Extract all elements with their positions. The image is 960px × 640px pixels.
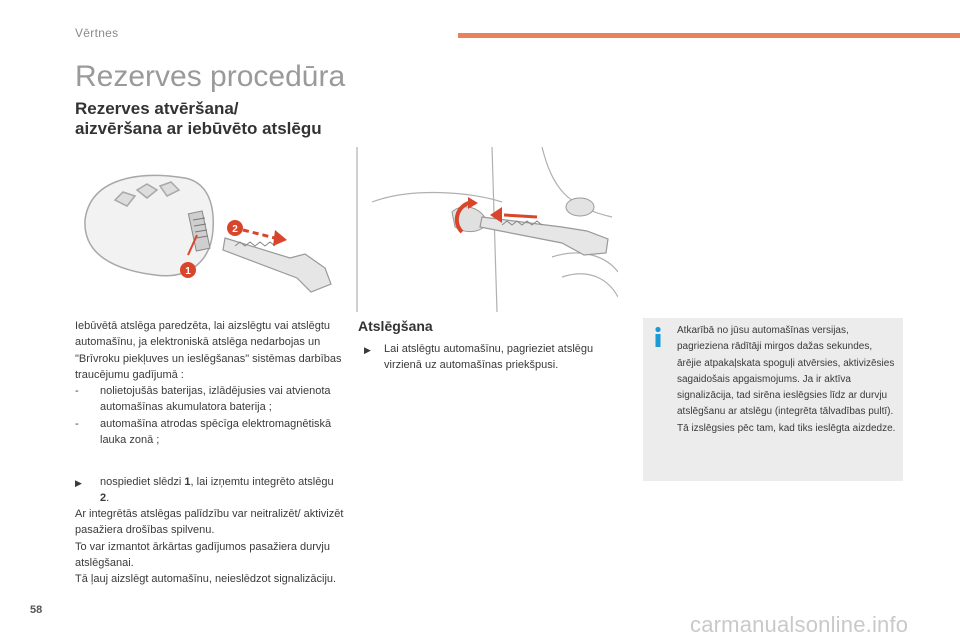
header-accent-bar [458,33,960,38]
info-note-box [643,318,903,481]
info-text: Atkarībā no jūsu automašīnas versijas, pagrieziena rādītāji mirgos dažas sekundes, ārējie atpakaļskata spoguļi atvērsies, aktivizēsies sagaidošais apgaismojums. Ja ir aktīva signalizācija, tad sirēna ieslēgsies līdz ar durvju atslēgšanu ar atslēgu (integrēta tālvadības pultī). Tā izslēgsies pēc tam, kad tiks ieslēgta aizdedze. [677,325,896,434]
usage-line: Tā ļauj aizslēgt automašīnu, neieslēdzot signalizāciju. [75,573,337,586]
callout-2-label: 2 [232,224,238,235]
page-number: 58 [30,604,43,616]
usage-paragraph [75,506,345,587]
cause-list [75,383,345,448]
section-header: Vērtnes [75,26,119,40]
usage-line: Ar integrētās atslēgas palīdzību var neitralizēt/ aktivizēt pasažiera drošības spilvenu. [75,508,344,537]
locking-text: Lai atslēgtu automašīnu, pagrieziet atslēgu virzienā uz automašīnas priekšpusi. [384,343,594,372]
page-title: Rezerves procedūra [75,60,346,93]
key-number: 2 [100,492,107,505]
watermark: carmanualsonline.info [690,612,909,637]
section-title: Rezerves atvēršana/ aizvēršana ar iebūvēto atslēgu [75,99,322,138]
step-text: nospiediet slēdzi 1, lai izņemtu integrēto atslēgu 2. [100,476,334,505]
arrow-bullet-icon: ▶ [75,478,82,488]
callout-1-label: 1 [185,266,191,277]
key-fob-illustration [75,150,355,300]
intro-paragraph [75,318,345,448]
locking-step [364,341,624,374]
switch-number: 1 [184,476,191,488]
info-icon [651,326,665,348]
list-item: - automašīna atrodas spēcīga elektromagnētiskā lauka zonā ; [75,416,345,449]
door-lock-illustration [352,147,618,312]
list-item: - nolietojušās baterijas, izlādējusies vai atvienota automašīnas akumulatora baterija ; [75,383,345,416]
locking-heading: Atslēgšana [358,318,433,334]
release-key-step [75,474,340,507]
arrow-bullet-icon: ▶ [364,345,371,355]
intro-text: Iebūvētā atslēga paredzēta, lai aizslēgtu vai atslēgtu automašīnu, ja elektroniskā atslēga nedarbojas un "Brīvroku piekļuves un ieslēgšanas" sistēmas darbības traucējumu gadījumā : [75,320,342,381]
usage-line: To var izmantot ārkārtas gadījumos pasažiera durvju atslēgšanai. [75,540,330,569]
